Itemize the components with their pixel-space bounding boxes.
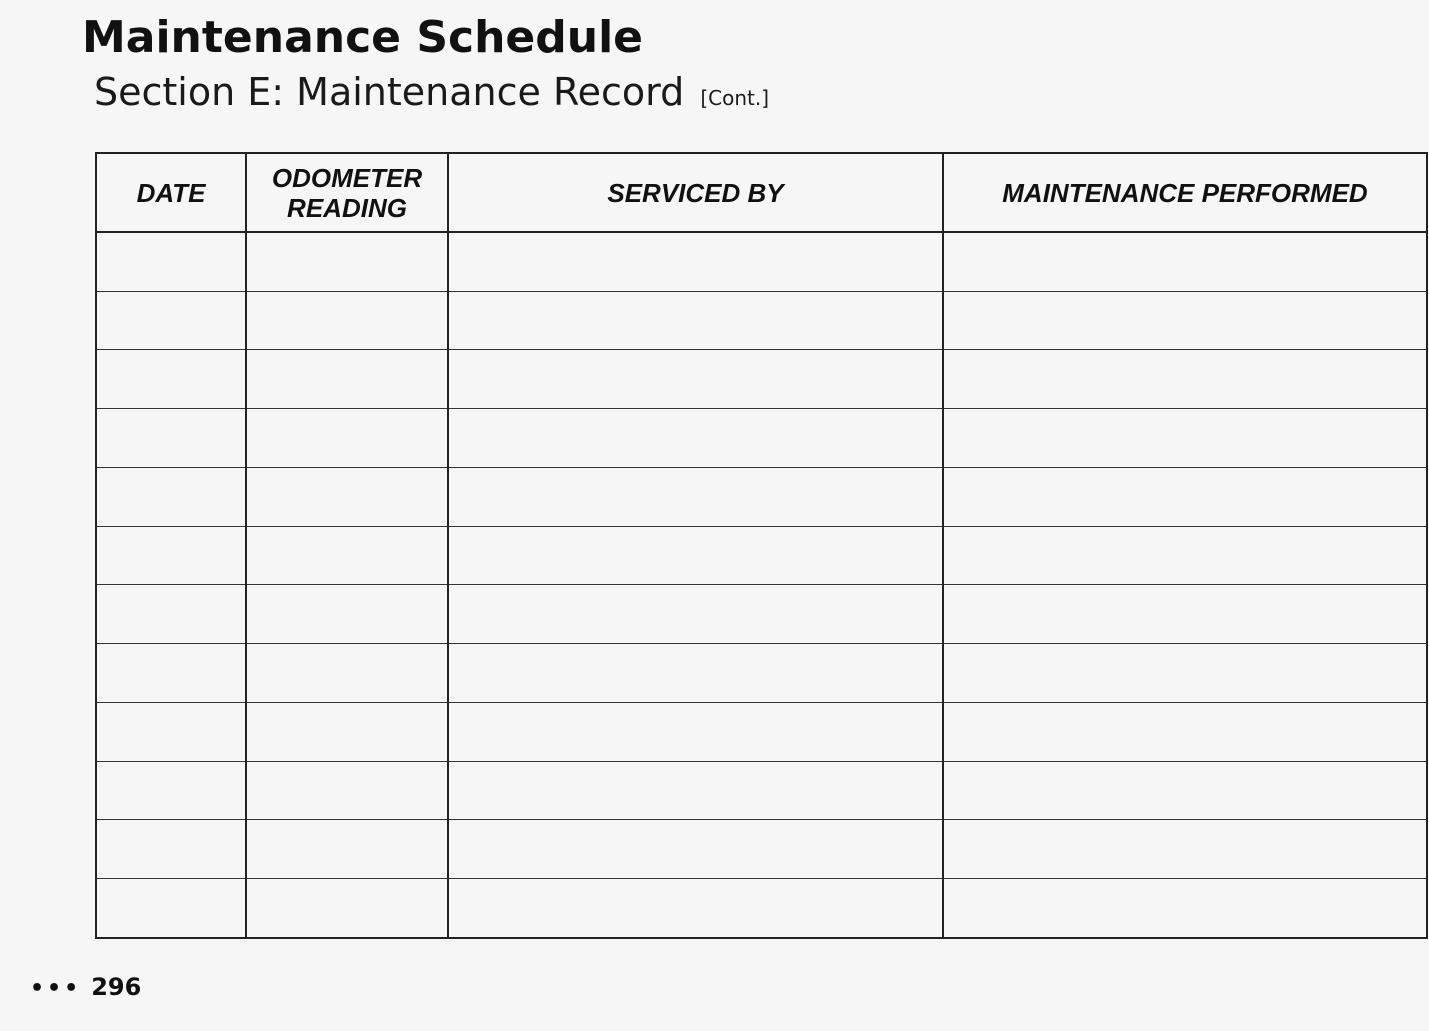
header-serviced-by: SERVICED BY [448,153,943,232]
page-footer [30,970,141,1006]
odometer-cell[interactable] [246,467,448,526]
maintenance-performed-cell[interactable] [943,585,1427,644]
maintenance-performed-cell[interactable] [943,761,1427,820]
maintenance-performed-cell[interactable] [943,232,1427,291]
page-marker: ••• [30,976,82,1001]
serviced-by-cell[interactable] [448,761,943,820]
date-cell[interactable] [96,526,246,585]
date-cell[interactable] [96,350,246,409]
date-cell[interactable] [96,232,246,291]
date-cell[interactable] [96,291,246,350]
odometer-cell[interactable] [246,526,448,585]
header-odometer-reading-label: ODOMETER READING [271,162,423,223]
maintenance-performed-cell[interactable] [943,467,1427,526]
table-row [96,232,1427,291]
page-title: Maintenance Schedule [82,12,644,63]
header-date: DATE [96,153,246,232]
table-row [96,702,1427,761]
table-body [96,232,1427,938]
table-row [96,526,1427,585]
serviced-by-cell[interactable] [448,879,943,938]
date-cell[interactable] [96,585,246,644]
date-cell[interactable] [96,761,246,820]
odometer-cell[interactable] [246,409,448,468]
serviced-by-cell[interactable] [448,409,943,468]
serviced-by-cell[interactable] [448,232,943,291]
page-number: 296 [91,973,142,1001]
serviced-by-cell[interactable] [448,350,943,409]
maintenance-performed-cell[interactable] [943,644,1427,703]
header-odometer-reading [246,153,448,232]
date-cell[interactable] [96,702,246,761]
header-maintenance-performed: MAINTENANCE PERFORMED [943,153,1427,232]
table-row [96,820,1427,879]
serviced-by-cell[interactable] [448,585,943,644]
continued-marker: [Cont.] [700,86,770,110]
table-row [96,585,1427,644]
odometer-cell[interactable] [246,644,448,703]
maintenance-performed-cell[interactable] [943,820,1427,879]
maintenance-performed-cell[interactable] [943,702,1427,761]
table-row [96,467,1427,526]
section-subtitle-text: Section E: Maintenance Record [94,70,685,114]
date-cell[interactable] [96,879,246,938]
odometer-cell[interactable] [246,232,448,291]
table-row [96,761,1427,820]
odometer-cell[interactable] [246,291,448,350]
serviced-by-cell[interactable] [448,820,943,879]
odometer-cell[interactable] [246,761,448,820]
table-row [96,409,1427,468]
serviced-by-cell[interactable] [448,526,943,585]
table-row [96,644,1427,703]
maintenance-performed-cell[interactable] [943,879,1427,938]
maintenance-performed-cell[interactable] [943,526,1427,585]
table-header-row [96,153,1427,232]
maintenance-record-table [95,152,1428,939]
date-cell[interactable] [96,409,246,468]
odometer-cell[interactable] [246,820,448,879]
odometer-cell[interactable] [246,350,448,409]
serviced-by-cell[interactable] [448,702,943,761]
serviced-by-cell[interactable] [448,644,943,703]
table-row [96,350,1427,409]
date-cell[interactable] [96,644,246,703]
serviced-by-cell[interactable] [448,291,943,350]
maintenance-performed-cell[interactable] [943,350,1427,409]
odometer-cell[interactable] [246,585,448,644]
serviced-by-cell[interactable] [448,467,943,526]
odometer-cell[interactable] [246,879,448,938]
date-cell[interactable] [96,820,246,879]
maintenance-performed-cell[interactable] [943,291,1427,350]
section-subtitle [94,68,769,122]
table-row [96,879,1427,938]
maintenance-performed-cell[interactable] [943,409,1427,468]
date-cell[interactable] [96,467,246,526]
odometer-cell[interactable] [246,702,448,761]
table-row [96,291,1427,350]
